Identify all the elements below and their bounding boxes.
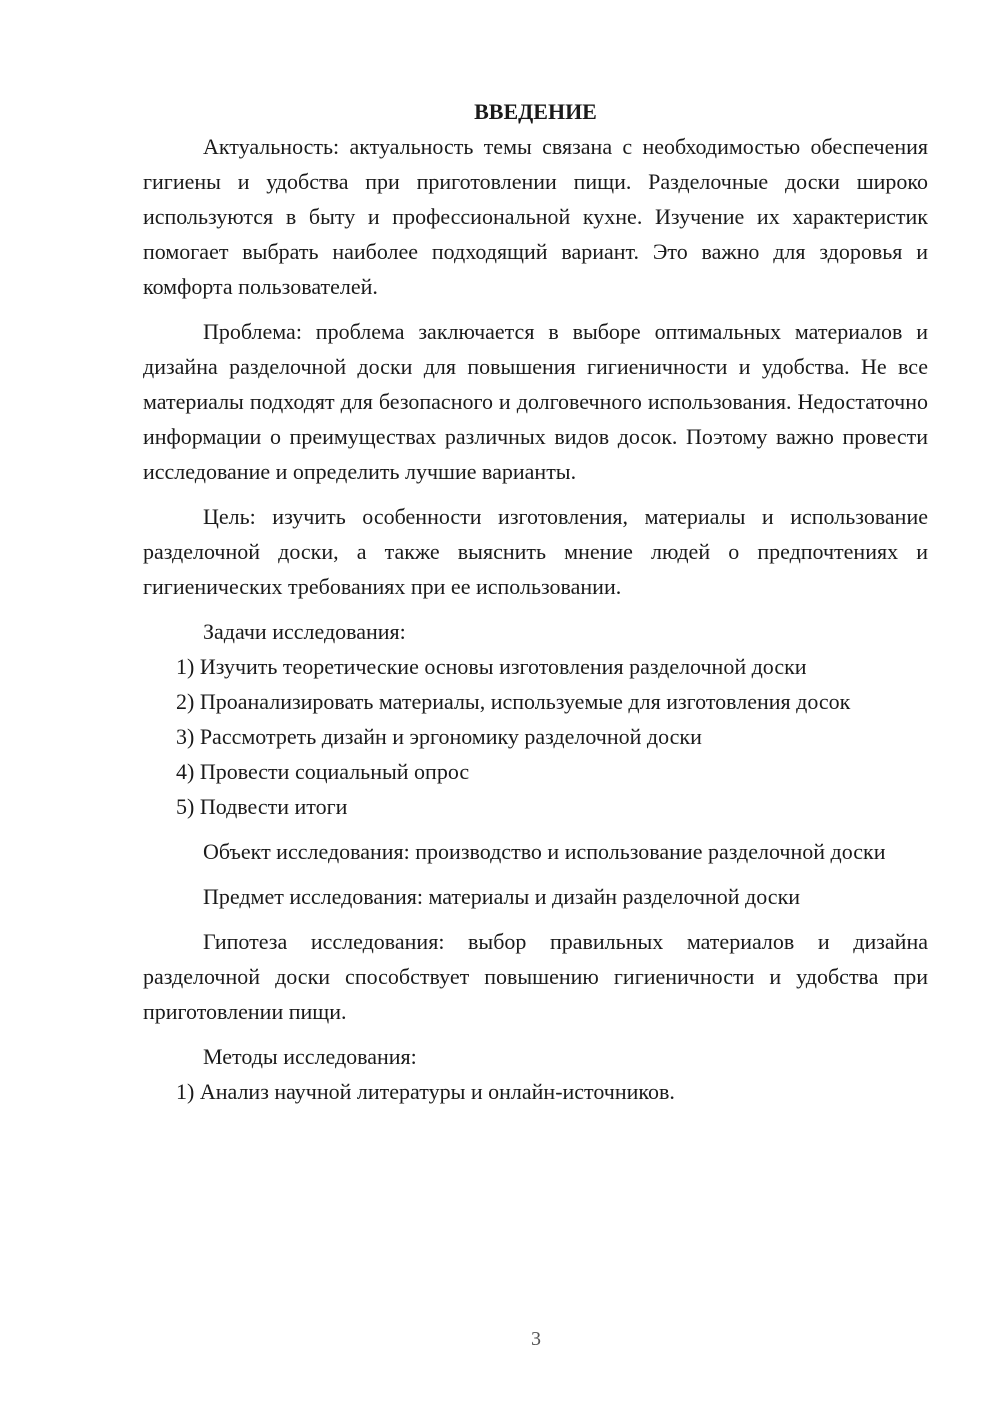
relevance-paragraph: Актуальность: актуальность темы связана с необходимостью обеспечения гигиены и удобства при приготовлении пищи. Разделочные доски широко используются в быту и профессиональной кухне. Изучение их характеристик помогает выбрать наиболее подходящий вариант. Это важно для здоровья и комфорта пользователей. (143, 134, 928, 299)
page-number: 3 (531, 1328, 541, 1350)
subject-paragraph: Предмет исследования: материалы и дизайн разделочной доски (203, 884, 801, 909)
method-item: 1) Анализ научной литературы и онлайн-источников. (176, 1079, 675, 1104)
hypothesis-paragraph: Гипотеза исследования: выбор правильных материалов и дизайна разделочной доски способствует повышению гигиеничности и удобства при приготовлении пищи. (143, 929, 928, 1024)
task-item: 2) Проанализировать материалы, используемые для изготовления досок (176, 689, 851, 714)
tasks-title: Задачи исследования: (203, 619, 406, 644)
task-item: 3) Рассмотреть дизайн и эргономику разделочной доски (176, 724, 702, 749)
section-heading: ВВЕДЕНИЕ (474, 99, 597, 124)
object-paragraph: Объект исследования: производство и использование разделочной доски (203, 839, 886, 864)
goal-paragraph: Цель: изучить особенности изготовления, материалы и использование разделочной доски, а также выяснить мнение людей о предпочтениях и гигиенических требованиях при ее использовании. (143, 504, 928, 599)
page-content (143, 94, 928, 1109)
task-item: 4) Провести социальный опрос (176, 759, 470, 784)
methods-title: Методы исследования: (203, 1044, 417, 1069)
problem-paragraph: Проблема: проблема заключается в выборе оптимальных материалов и дизайна разделочной доски для повышения гигиеничности и удобства. Не все материалы подходят для безопасного и долговечного использования. Недостаточно информации о преимуществах различных видов досок. Поэтому важно провести исследование и определить лучшие варианты. (143, 319, 928, 484)
task-item: 5) Подвести итоги (176, 794, 348, 819)
task-item: 1) Изучить теоретические основы изготовления разделочной доски (176, 654, 807, 679)
